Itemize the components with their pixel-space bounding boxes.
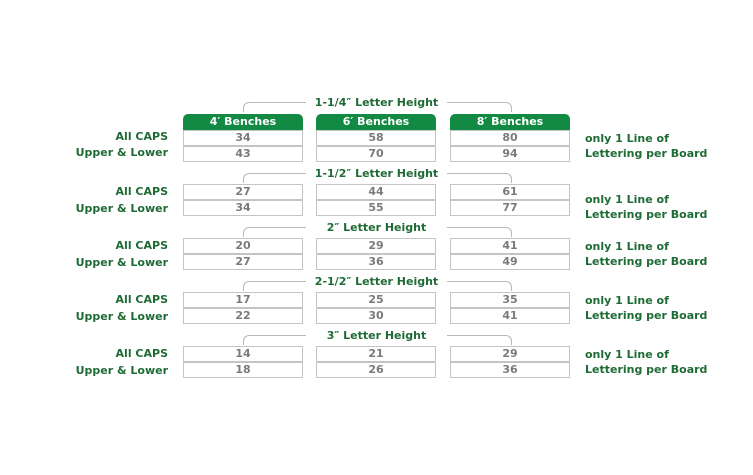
- upper-lower-value: 77: [450, 200, 570, 216]
- upper-lower-label: Upper & Lower: [75, 364, 168, 377]
- upper-lower-label: Upper & Lower: [75, 202, 168, 215]
- upper-lower-label: Upper & Lower: [75, 146, 168, 159]
- upper-lower-value: 49: [450, 254, 570, 270]
- letter-height-label: 2-1/2″ Letter Height: [306, 275, 447, 289]
- note-line-2: Lettering per Board: [585, 255, 708, 268]
- letter-height-label: 1-1/4″ Letter Height: [306, 96, 447, 110]
- note-line-2: Lettering per Board: [585, 208, 708, 221]
- all-caps-label: All CAPS: [115, 130, 168, 143]
- note-line-2: Lettering per Board: [585, 309, 708, 322]
- all-caps-label: All CAPS: [115, 347, 168, 360]
- letter-height-label: 3″ Letter Height: [306, 329, 447, 343]
- all-caps-value: 80: [450, 130, 570, 146]
- all-caps-value: 41: [450, 238, 570, 254]
- upper-lower-value: 27: [183, 254, 303, 270]
- upper-lower-value: 26: [316, 362, 436, 378]
- upper-lower-value: 36: [450, 362, 570, 378]
- all-caps-value: 29: [316, 238, 436, 254]
- all-caps-value: 17: [183, 292, 303, 308]
- note-line-1: only 1 Line of: [585, 294, 669, 307]
- all-caps-value: 21: [316, 346, 436, 362]
- all-caps-value: 35: [450, 292, 570, 308]
- section-1-1-2: [0, 167, 753, 219]
- all-caps-value: 61: [450, 184, 570, 200]
- section-2: [0, 221, 753, 273]
- all-caps-value: 14: [183, 346, 303, 362]
- note-line-1: only 1 Line of: [585, 132, 669, 145]
- upper-lower-label: Upper & Lower: [75, 256, 168, 269]
- upper-lower-value: 94: [450, 146, 570, 162]
- all-caps-label: All CAPS: [115, 239, 168, 252]
- note-line-2: Lettering per Board: [585, 147, 708, 160]
- all-caps-value: 44: [316, 184, 436, 200]
- letter-height-label: 1-1/2″ Letter Height: [306, 167, 447, 181]
- letter-height-label: 2″ Letter Height: [306, 221, 447, 235]
- upper-lower-value: 70: [316, 146, 436, 162]
- upper-lower-value: 18: [183, 362, 303, 378]
- column-header: 8′ Benches: [450, 114, 570, 130]
- all-caps-label: All CAPS: [115, 185, 168, 198]
- section-3: [0, 329, 753, 381]
- all-caps-value: 27: [183, 184, 303, 200]
- upper-lower-value: 41: [450, 308, 570, 324]
- all-caps-value: 29: [450, 346, 570, 362]
- all-caps-value: 58: [316, 130, 436, 146]
- note-line-2: Lettering per Board: [585, 363, 708, 376]
- upper-lower-value: 43: [183, 146, 303, 162]
- all-caps-value: 20: [183, 238, 303, 254]
- note-line-1: only 1 Line of: [585, 348, 669, 361]
- all-caps-value: 25: [316, 292, 436, 308]
- column-header: 6′ Benches: [316, 114, 436, 130]
- upper-lower-value: 34: [183, 200, 303, 216]
- upper-lower-value: 30: [316, 308, 436, 324]
- all-caps-label: All CAPS: [115, 293, 168, 306]
- column-header: 4′ Benches: [183, 114, 303, 130]
- upper-lower-value: 22: [183, 308, 303, 324]
- upper-lower-value: 55: [316, 200, 436, 216]
- section-2-1-2: [0, 275, 753, 327]
- section-1-1-4: [0, 96, 753, 166]
- note-line-1: only 1 Line of: [585, 193, 669, 206]
- upper-lower-label: Upper & Lower: [75, 310, 168, 323]
- upper-lower-value: 36: [316, 254, 436, 270]
- note-line-1: only 1 Line of: [585, 240, 669, 253]
- all-caps-value: 34: [183, 130, 303, 146]
